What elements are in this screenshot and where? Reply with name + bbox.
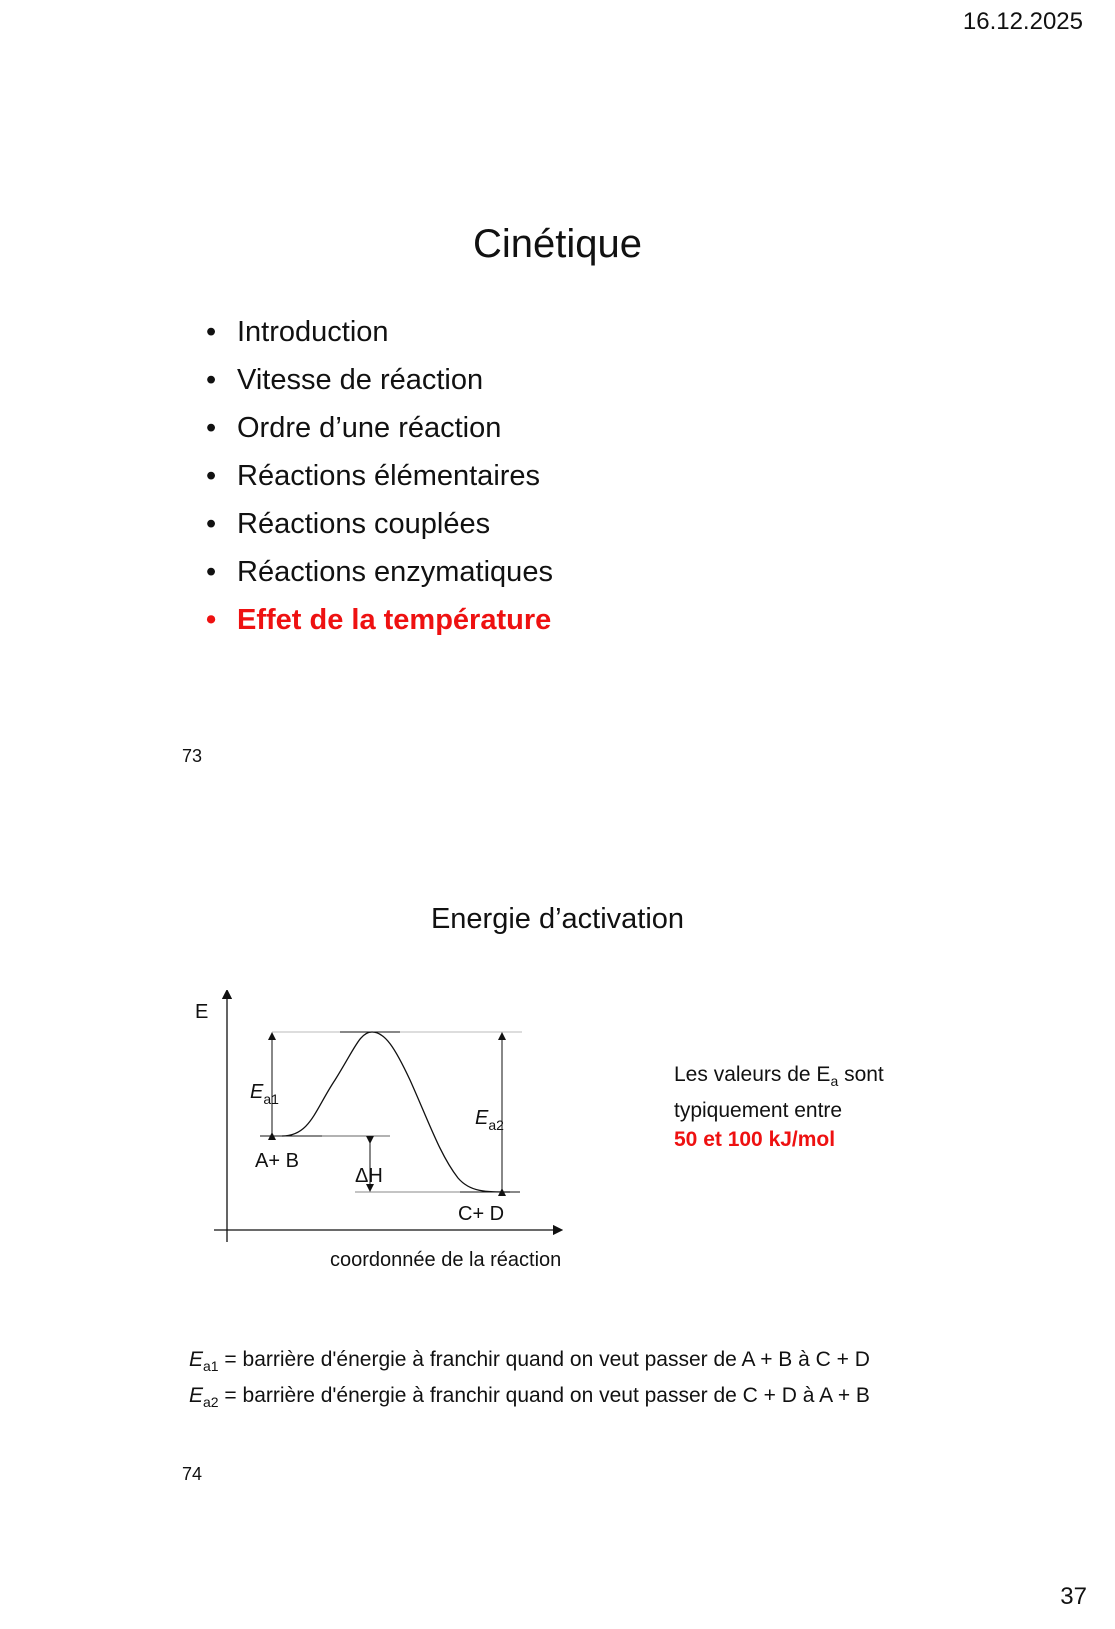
note-line-3: 50 et 100 kJ/mol (674, 1128, 836, 1152)
bullet-icon: • (206, 556, 217, 588)
definitions (189, 1345, 870, 1417)
products-label: C+ D (458, 1203, 505, 1225)
list-item (206, 507, 553, 555)
list-item-label: Vitesse de réaction (237, 364, 484, 396)
list-item (206, 459, 553, 507)
definition-text: = barrière d'énergie à franchir quand on veut passer de C + D à A + B (218, 1384, 870, 1408)
bullet-icon: • (206, 460, 217, 492)
bullet-icon: • (206, 316, 217, 348)
date-header: 16.12.2025 (962, 8, 1083, 35)
note-line-1-subscript: a (830, 1073, 839, 1090)
definition-symbol: E (189, 1348, 204, 1371)
note-line-2: typiquement entre (674, 1099, 843, 1123)
delta-h-label: ΔH (355, 1165, 383, 1187)
page-number: 37 (1060, 1583, 1087, 1610)
slide-title: Energie d’activation (430, 903, 685, 935)
definition-ea2 (189, 1381, 870, 1417)
ea2-subscript: a2 (488, 1117, 504, 1133)
list-item-label: Réactions élémentaires (237, 460, 541, 492)
list-item (206, 555, 553, 603)
energy-diagram (190, 990, 590, 1280)
ea2-symbol: E (475, 1107, 489, 1129)
topic-list (206, 315, 553, 651)
list-item-label: Ordre d’une réaction (237, 412, 502, 444)
list-item-current (206, 603, 553, 651)
ea1-subscript: a1 (263, 1091, 279, 1107)
definition-text: = barrière d'énergie à franchir quand on veut passer de A + B à C + D (218, 1348, 870, 1371)
note-line-1-suffix: sont (838, 1063, 884, 1086)
x-axis-label: coordonnée de la réaction (330, 1249, 562, 1271)
definition-subscript: a1 (203, 1358, 219, 1375)
bullet-icon: • (206, 604, 217, 636)
note-line-1 (674, 1060, 884, 1096)
list-item-label: Réactions couplées (237, 508, 491, 540)
bullet-icon: • (206, 508, 217, 540)
list-item (206, 363, 553, 411)
y-axis-label: E (195, 1001, 209, 1023)
definition-ea1 (189, 1345, 870, 1381)
slide-title: Cinétique (472, 222, 642, 266)
reactants-label: A+ B (255, 1150, 299, 1172)
activation-energy-note (674, 1060, 884, 1154)
ea2-label (475, 1107, 504, 1133)
note-line-1-text: Les valeurs de E (674, 1063, 831, 1086)
ea1-label (250, 1081, 279, 1107)
definition-symbol: E (189, 1384, 204, 1408)
list-item-label: Introduction (237, 316, 389, 348)
bullet-icon: • (206, 364, 217, 396)
definition-subscript: a2 (203, 1394, 219, 1411)
list-item-label: Réactions enzymatiques (237, 556, 553, 588)
slide-number: 74 (182, 1464, 203, 1484)
slide-number: 73 (182, 746, 203, 766)
bullet-icon: • (206, 412, 217, 444)
list-item-label: Effet de la température (237, 604, 552, 636)
list-item (206, 411, 553, 459)
list-item (206, 315, 553, 363)
ea1-symbol: E (250, 1081, 264, 1103)
